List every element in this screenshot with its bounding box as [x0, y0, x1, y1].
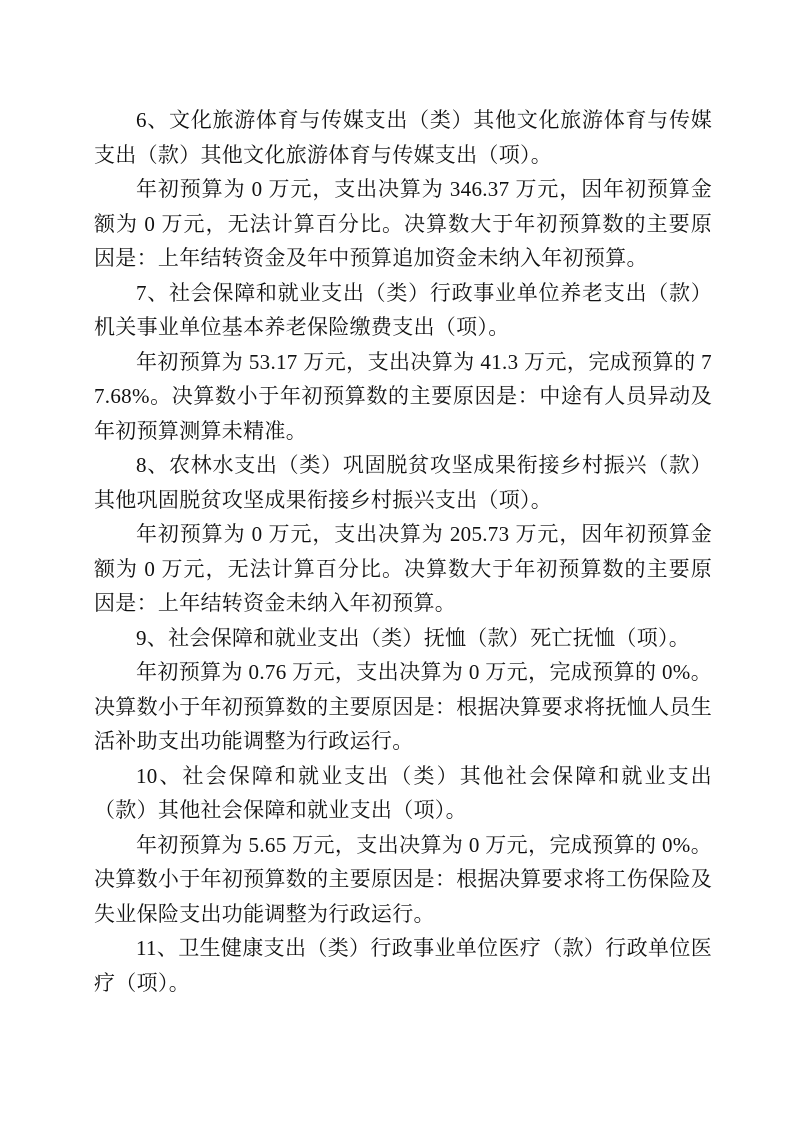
budget-section — [94, 931, 712, 1000]
section-body: 年初预算为 5.65 万元，支出决算为 0 万元，完成预算的 0%。决算数小于年初预算数的主要原因是：根据决算要求将工伤保险及失业保险支出功能调整为行政运行。 — [94, 832, 712, 926]
budget-section — [94, 276, 712, 449]
section-heading: 11、卫生健康支出（类）行政事业单位医疗（款）行政单位医疗（项）。 — [94, 936, 712, 995]
section-heading: 8、农林水支出（类）巩固脱贫攻坚成果衔接乡村振兴（款）其他巩固脱贫攻坚成果衔接乡村振兴支出（项）。 — [94, 453, 712, 512]
budget-section — [94, 103, 712, 276]
section-heading: 10、社会保障和就业支出（类）其他社会保障和就业支出（款）其他社会保障和就业支出（项）。 — [94, 763, 712, 822]
budget-section — [94, 759, 712, 932]
section-heading: 6、文化旅游体育与传媒支出（类）其他文化旅游体育与传媒支出（款）其他文化旅游体育与传媒支出（项）。 — [94, 108, 712, 167]
section-heading: 9、社会保障和就业支出（类）抚恤（款）死亡抚恤（项）。 — [136, 625, 691, 650]
budget-section — [94, 448, 712, 621]
section-body: 年初预算为 0 万元，支出决算为 346.37 万元，因年初预算金额为 0 万元，无法计算百分比。决算数大于年初预算数的主要原因是：上年结转资金及年中预算追加资金未纳入年初预算。 — [94, 177, 712, 270]
section-body: 年初预算为 0.76 万元，支出决算为 0 万元，完成预算的 0%。决算数小于年初预算数的主要原因是：根据决算要求将抚恤人员生活补助支出功能调整为行政运行。 — [94, 660, 712, 753]
section-body: 年初预算为 0 万元，支出决算为 205.73 万元，因年初预算金额为 0 万元，无法计算百分比。决算数大于年初预算数的主要原因是：上年结转资金未纳入年初预算。 — [94, 522, 712, 615]
section-heading: 7、社会保障和就业支出（类）行政事业单位养老支出（款）机关事业单位基本养老保险缴费支出（项）。 — [94, 280, 712, 339]
section-body: 年初预算为 53.17 万元，支出决算为 41.3 万元，完成预算的 77.68%。决算数小于年初预算数的主要原因是：中途有人员异动及年初预算测算未精准。 — [94, 349, 712, 443]
budget-section — [94, 621, 712, 759]
